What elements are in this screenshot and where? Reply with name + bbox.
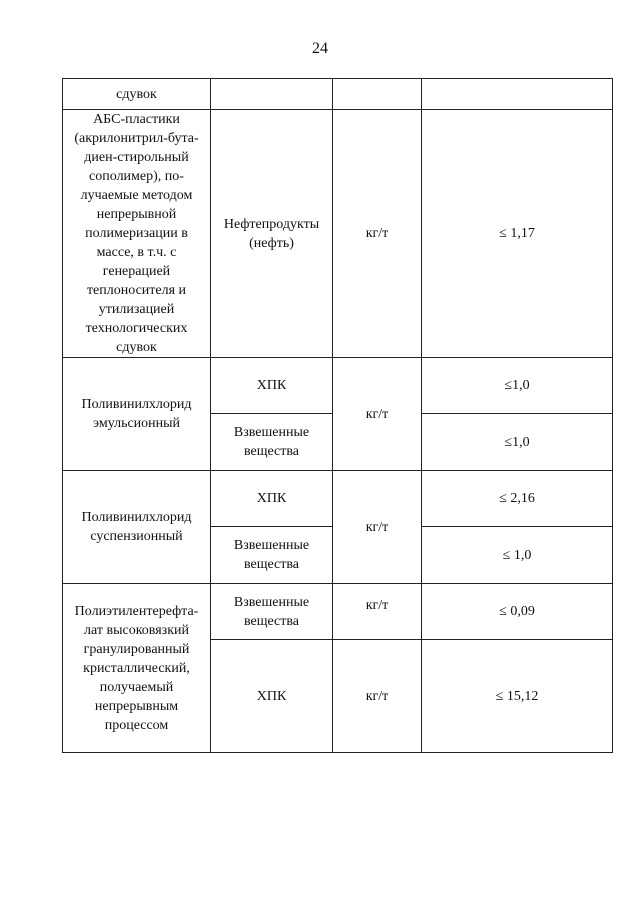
product-cell: Поливинилхлорид эмульсионный <box>63 358 211 471</box>
product-cell: сдувок <box>63 79 211 110</box>
unit-cell: кг/т <box>333 110 422 358</box>
parameter-cell <box>211 79 333 110</box>
parameter-cell: Взвешенные вещества <box>211 414 333 471</box>
table-row <box>63 110 613 358</box>
unit-cell: кг/т <box>333 640 422 753</box>
parameter-cell: Взвешенные вещества <box>211 527 333 584</box>
product-cell: Полиэтилентерефта- лат высоковязкий гранулированный кристаллический, получаемый непрерывным процессом <box>63 584 211 753</box>
value-cell: ≤1,0 <box>422 414 613 471</box>
product-cell: Поливинилхлорид суспензионный <box>63 471 211 584</box>
parameter-cell: ХПК <box>211 471 333 527</box>
unit-cell: кг/т <box>333 471 422 584</box>
parameter-cell: ХПК <box>211 358 333 414</box>
value-cell: ≤ 1,17 <box>422 110 613 358</box>
table-row <box>63 358 613 414</box>
parameter-cell: Взвешенные вещества <box>211 584 333 640</box>
unit-cell: кг/т <box>333 584 422 640</box>
unit-cell <box>333 79 422 110</box>
table-row <box>63 471 613 527</box>
value-cell: ≤ 0,09 <box>422 584 613 640</box>
parameter-cell: ХПК <box>211 640 333 753</box>
product-cell: АБС-пластики (акрилонитрил-бута- диен-стирольный сополимер), по- лучаемые методом непрерывной полимеризации в массе, в т.ч. с генерацией теплоносителя и утилизацией технологических сдувок <box>63 110 211 358</box>
value-cell: ≤ 15,12 <box>422 640 613 753</box>
emissions-table <box>62 78 613 753</box>
parameter-cell: Нефтепродукты (нефть) <box>211 110 333 358</box>
value-cell <box>422 79 613 110</box>
page-number: 24 <box>312 40 328 57</box>
value-cell: ≤1,0 <box>422 358 613 414</box>
unit-cell: кг/т <box>333 358 422 471</box>
table-row <box>63 79 613 110</box>
table-row <box>63 584 613 640</box>
value-cell: ≤ 1,0 <box>422 527 613 584</box>
value-cell: ≤ 2,16 <box>422 471 613 527</box>
